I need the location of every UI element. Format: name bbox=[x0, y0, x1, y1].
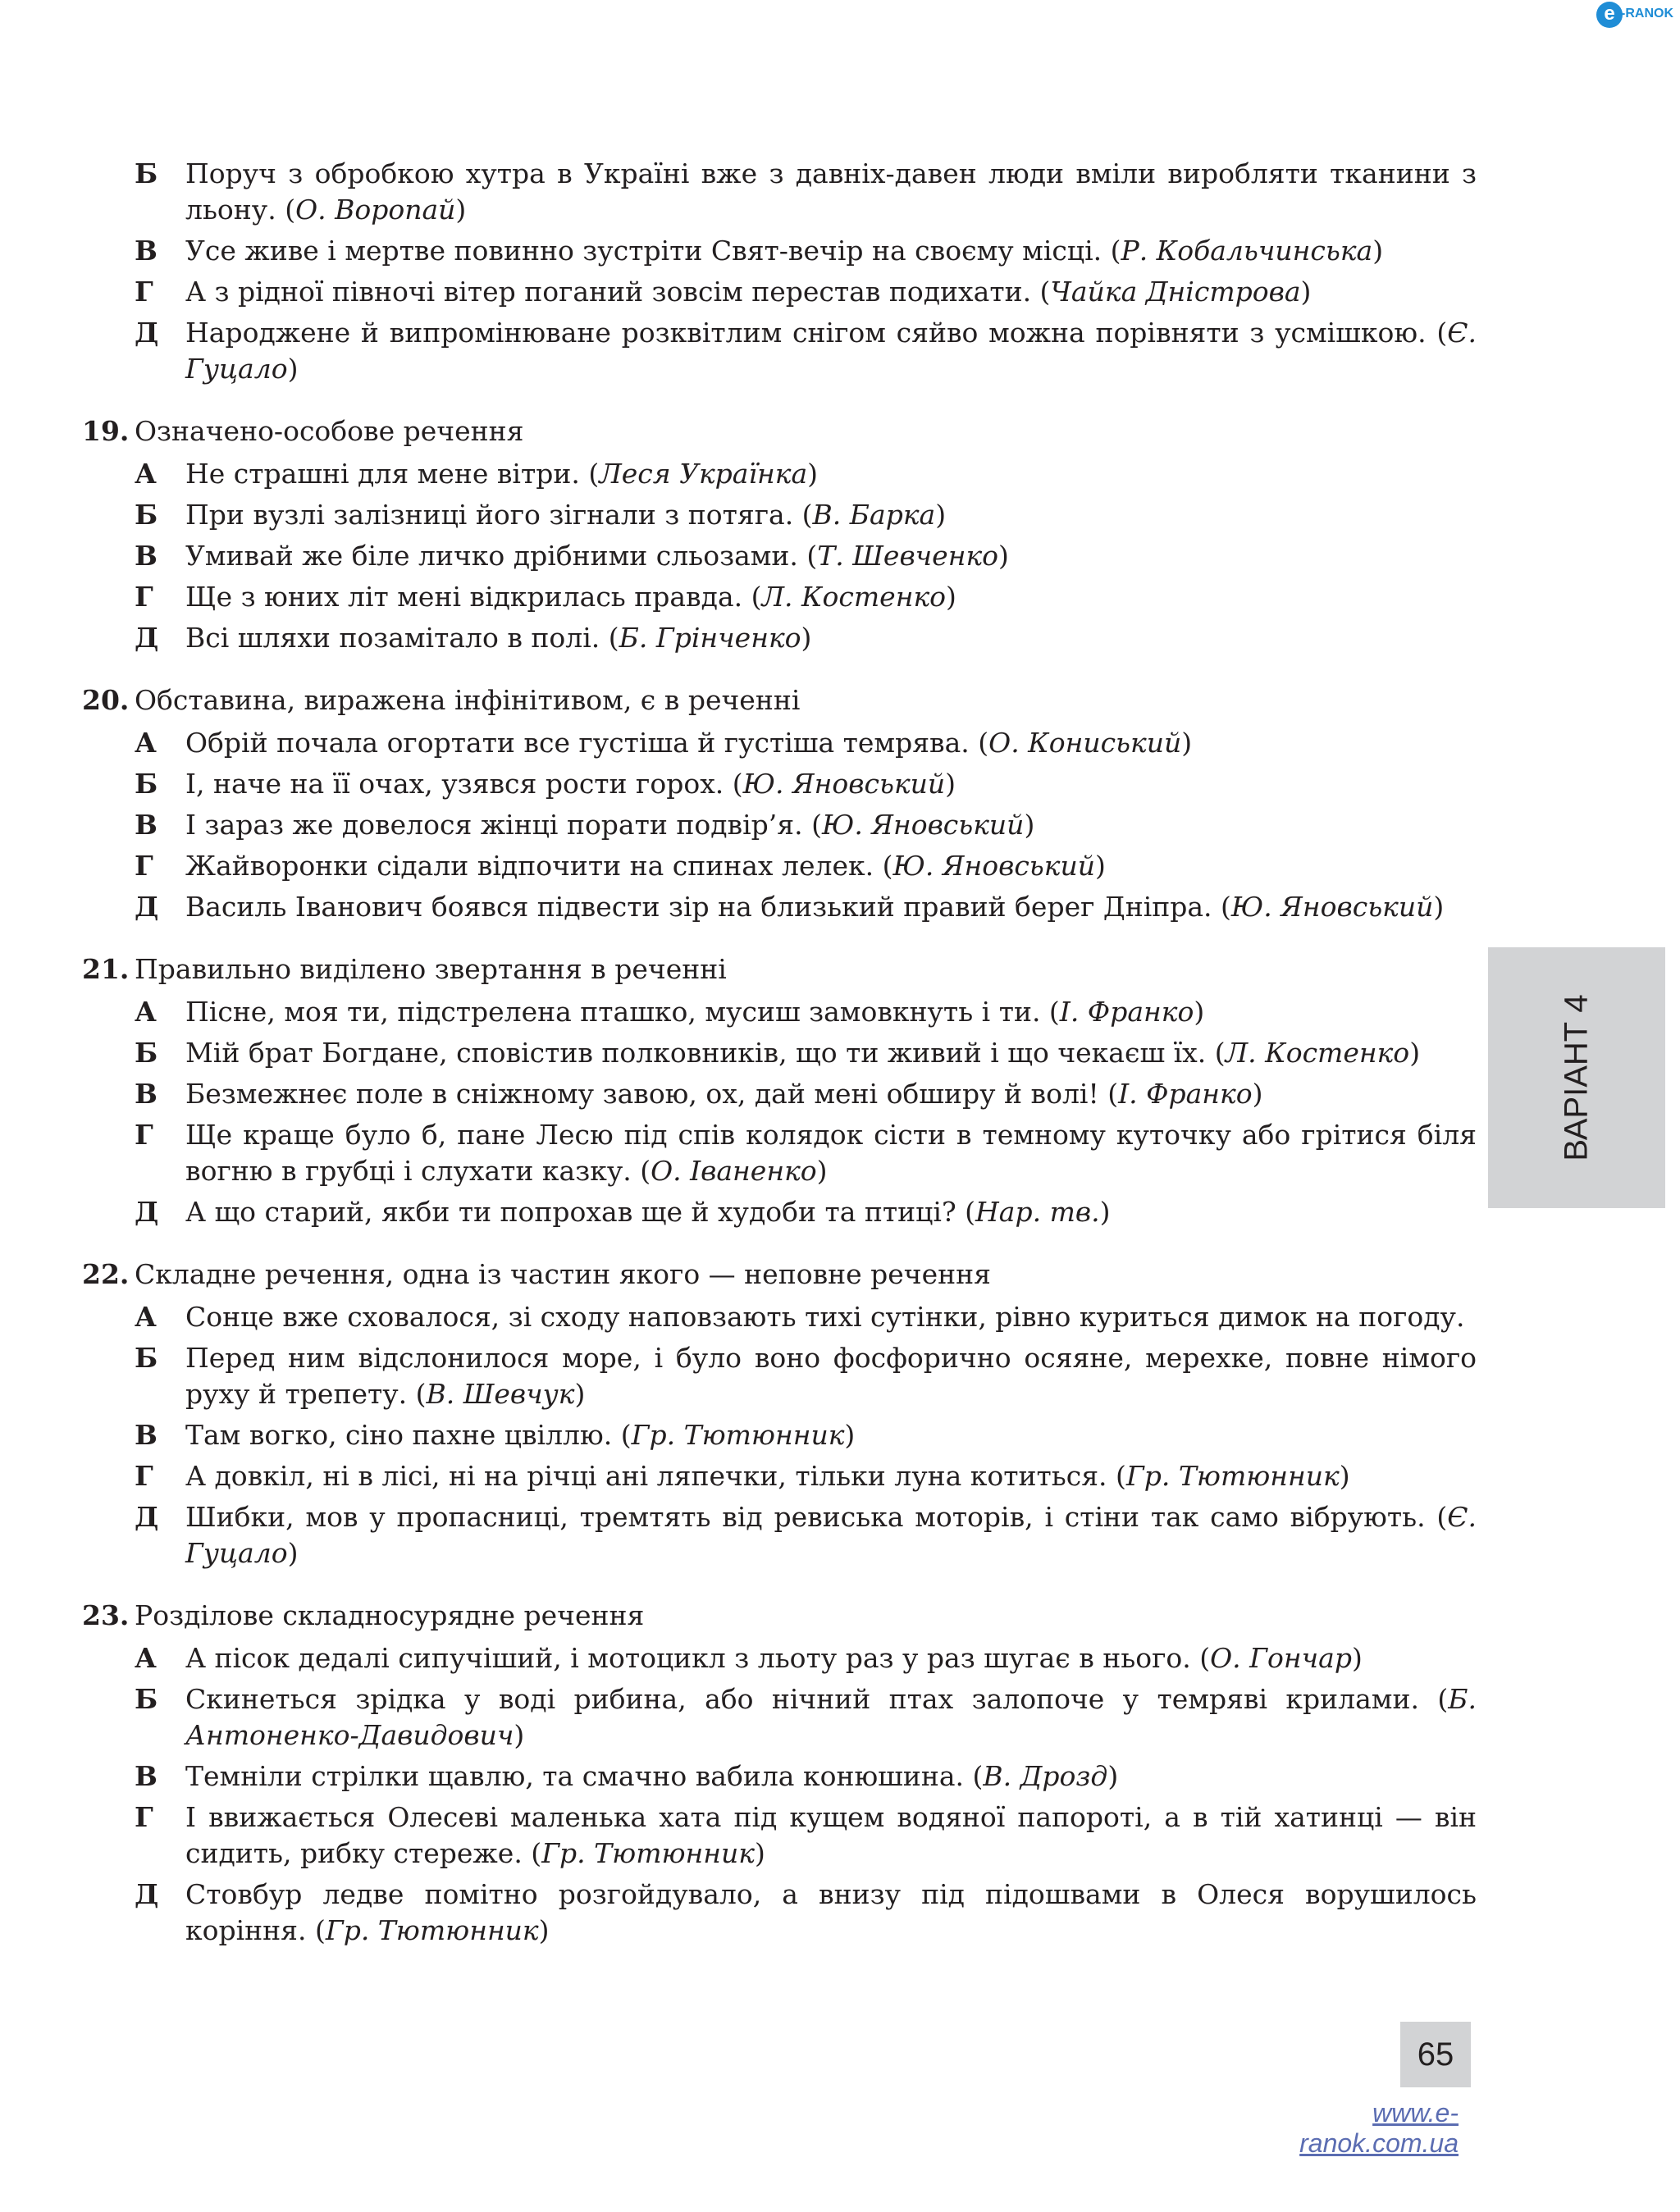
option-text bbox=[185, 1640, 1477, 1676]
option-letter: Д bbox=[135, 891, 159, 923]
option-closing: ) bbox=[287, 353, 299, 385]
answer-option bbox=[82, 1877, 1477, 1949]
option-text bbox=[185, 233, 1477, 269]
option-author: Леся Українка bbox=[599, 458, 808, 490]
option-closing: ) bbox=[754, 1837, 765, 1869]
answer-option bbox=[82, 315, 1477, 387]
option-text bbox=[185, 620, 1477, 656]
option-author: О. Гончар bbox=[1210, 1642, 1352, 1674]
option-text bbox=[185, 579, 1477, 615]
option-letter: Б bbox=[135, 1037, 158, 1069]
option-sentence: Ще з юних літ мені відкрилась правда. ( bbox=[185, 581, 762, 613]
option-closing: ) bbox=[945, 768, 956, 800]
option-closing: ) bbox=[1181, 727, 1193, 759]
option-sentence: При вузлі залізниці його зігнали з потяга. ( bbox=[185, 499, 813, 531]
option-closing: ) bbox=[946, 581, 956, 613]
option-closing: ) bbox=[1409, 1037, 1421, 1069]
option-letter: Б bbox=[135, 499, 158, 531]
option-author: Л. Костенко bbox=[761, 581, 947, 613]
option-sentence: І ввижається Олесеві маленька хата під кущем водяної папороті, а в тій хатинці — він сидить, рибку стереже. ( bbox=[185, 1801, 1477, 1869]
answer-option bbox=[82, 233, 1477, 269]
option-author: О. Воропай bbox=[295, 194, 456, 226]
option-sentence: Стовбур ледве помітно розгойдувало, а внизу під підошвами в Олеся ворушилось коріння. ( bbox=[185, 1878, 1477, 1946]
option-letter: А bbox=[135, 996, 157, 1028]
option-closing: ) bbox=[998, 540, 1009, 572]
option-letter: В bbox=[135, 1760, 158, 1792]
publisher-logo bbox=[1596, 2, 1677, 30]
carryover-options bbox=[82, 156, 1477, 387]
option-text bbox=[185, 1877, 1477, 1949]
option-sentence: І зараз же довелося жінці порати подвір’я. ( bbox=[185, 809, 822, 841]
option-text bbox=[185, 807, 1477, 843]
option-text bbox=[185, 1299, 1477, 1335]
answer-option bbox=[82, 994, 1477, 1030]
answer-option bbox=[82, 1499, 1477, 1571]
question-block bbox=[82, 413, 1477, 656]
option-closing: ) bbox=[514, 1719, 525, 1751]
option-text bbox=[185, 1499, 1477, 1571]
option-author: Гр. Тютюнник bbox=[541, 1837, 755, 1869]
option-closing: ) bbox=[455, 194, 467, 226]
option-text bbox=[185, 497, 1477, 533]
option-letter: В bbox=[135, 1078, 158, 1110]
option-sentence: Мій брат Богдане, сповістив полковників, що ти живий і що чекаєш їх. ( bbox=[185, 1037, 1226, 1069]
option-author: Ю. Яновський bbox=[742, 768, 946, 800]
answer-option bbox=[82, 1076, 1477, 1112]
option-author: В. Шевчук bbox=[426, 1378, 575, 1410]
answer-option bbox=[82, 1640, 1477, 1676]
option-closing: ) bbox=[538, 1914, 550, 1946]
answer-option bbox=[82, 156, 1477, 228]
option-letter: Д bbox=[135, 622, 159, 654]
option-letter: Д bbox=[135, 1196, 159, 1228]
question-block bbox=[82, 951, 1477, 1230]
option-text bbox=[185, 1417, 1477, 1453]
question-number: 20. bbox=[82, 684, 130, 716]
option-closing: ) bbox=[1252, 1078, 1263, 1110]
option-author: Р. Кобальчинська bbox=[1121, 235, 1373, 267]
option-sentence: А що старий, якби ти попрохав ще й худоби та птиці? ( bbox=[185, 1196, 976, 1228]
option-author: Гр. Тютюнник bbox=[1125, 1460, 1340, 1492]
option-text bbox=[185, 456, 1477, 492]
option-author: Нар. тв. bbox=[975, 1196, 1100, 1228]
option-text bbox=[185, 315, 1477, 387]
option-letter: Д bbox=[135, 317, 159, 349]
answer-option bbox=[82, 1117, 1477, 1189]
option-closing: ) bbox=[1339, 1460, 1350, 1492]
option-closing: ) bbox=[816, 1155, 828, 1187]
option-text bbox=[185, 725, 1477, 761]
option-sentence: Обрій почала огортати все густіша й густіша темрява. ( bbox=[185, 727, 989, 759]
option-text bbox=[185, 538, 1477, 574]
option-letter: Г bbox=[135, 276, 153, 308]
option-closing: ) bbox=[807, 458, 819, 490]
option-sentence: А довкіл, ні в лісі, ні на річці ані ляпечки, тільки луна котиться. ( bbox=[185, 1460, 1126, 1492]
option-author: Гр. Тютюнник bbox=[631, 1419, 845, 1451]
option-author: Є. Гуцало bbox=[185, 1501, 1477, 1569]
answer-option bbox=[82, 1681, 1477, 1754]
answer-option bbox=[82, 807, 1477, 843]
option-letter: А bbox=[135, 1301, 157, 1333]
option-letter: Б bbox=[135, 1683, 158, 1715]
answer-option bbox=[82, 1340, 1477, 1412]
answer-option bbox=[82, 620, 1477, 656]
answer-option bbox=[82, 889, 1477, 925]
answer-option bbox=[82, 456, 1477, 492]
option-author: Ю. Яновський bbox=[821, 809, 1025, 841]
option-closing: ) bbox=[1300, 276, 1312, 308]
option-letter: А bbox=[135, 727, 157, 759]
option-author: Ю. Яновський bbox=[892, 850, 1095, 882]
option-author: О. Кониський bbox=[988, 727, 1182, 759]
option-letter: В bbox=[135, 809, 158, 841]
question-number: 22. bbox=[82, 1258, 130, 1290]
option-letter: А bbox=[135, 458, 157, 490]
option-closing: ) bbox=[935, 499, 947, 531]
question-number: 23. bbox=[82, 1599, 130, 1631]
answer-option bbox=[82, 1458, 1477, 1494]
option-letter: Б bbox=[135, 157, 158, 189]
option-sentence: Всі шляхи позамітало в полі. ( bbox=[185, 622, 619, 654]
answer-option bbox=[82, 1417, 1477, 1453]
variant-label: ВАРІАНТ 4 bbox=[1558, 994, 1595, 1161]
option-sentence: Жайворонки сідали відпочити на спинах лелек. ( bbox=[185, 850, 893, 882]
option-text bbox=[185, 1117, 1477, 1189]
option-letter: В bbox=[135, 235, 158, 267]
answer-option bbox=[82, 848, 1477, 884]
option-closing: ) bbox=[287, 1537, 299, 1569]
question-list bbox=[82, 413, 1477, 1949]
answer-option bbox=[82, 725, 1477, 761]
option-closing: ) bbox=[1351, 1642, 1363, 1674]
option-text bbox=[185, 1076, 1477, 1112]
option-text bbox=[185, 1681, 1477, 1754]
option-sentence: Не страшні для мене вітри. ( bbox=[185, 458, 600, 490]
answer-option bbox=[82, 274, 1477, 310]
option-closing: ) bbox=[1095, 850, 1106, 882]
answer-option bbox=[82, 766, 1477, 802]
question-block bbox=[82, 682, 1477, 925]
option-text bbox=[185, 848, 1477, 884]
question-header bbox=[82, 682, 1477, 718]
answer-option bbox=[82, 497, 1477, 533]
option-letter: Г bbox=[135, 850, 153, 882]
question-title: Розділове складносурядне речення bbox=[135, 1599, 645, 1631]
option-author: Ю. Яновський bbox=[1230, 891, 1434, 923]
answer-option bbox=[82, 1799, 1477, 1872]
option-author: І. Франко bbox=[1059, 996, 1194, 1028]
logo-mark: e bbox=[1596, 2, 1623, 28]
option-text bbox=[185, 274, 1477, 310]
option-letter: Г bbox=[135, 1119, 153, 1151]
logo-text: -RANOK bbox=[1621, 7, 1673, 21]
answer-option bbox=[82, 1758, 1477, 1795]
option-text bbox=[185, 1758, 1477, 1795]
option-sentence: Сонце вже сховалося, зі сходу наповзають тихі сутінки, рівно куриться димок на погоду. bbox=[185, 1301, 1465, 1333]
option-sentence: Василь Іванович боявся підвести зір на близький правий берег Дніпра. ( bbox=[185, 891, 1231, 923]
option-sentence: Там вогко, сіно пахне цвіллю. ( bbox=[185, 1419, 632, 1451]
option-letter: Г bbox=[135, 1460, 153, 1492]
option-letter: Д bbox=[135, 1878, 159, 1910]
option-author: Є. Гуцало bbox=[185, 317, 1477, 385]
option-closing: ) bbox=[1194, 996, 1205, 1028]
website-link[interactable]: www.e-ranok.com.ua bbox=[1299, 2098, 1459, 2158]
option-letter: Б bbox=[135, 1342, 158, 1374]
option-closing: ) bbox=[1372, 235, 1384, 267]
option-closing: ) bbox=[1433, 891, 1445, 923]
option-text bbox=[185, 1340, 1477, 1412]
question-title: Правильно виділено звертання в реченні bbox=[135, 953, 727, 985]
question-title: Складне речення, одна із частин якого — неповне речення bbox=[135, 1258, 991, 1290]
answer-option bbox=[82, 1194, 1477, 1230]
option-author: Т. Шевченко bbox=[817, 540, 999, 572]
option-sentence: А пісок дедалі сипучіший, і мотоцикл з льоту раз у раз шугає в нього. ( bbox=[185, 1642, 1211, 1674]
option-author: Гр. Тютюнник bbox=[325, 1914, 539, 1946]
answer-option bbox=[82, 1035, 1477, 1071]
question-title: Обставина, виражена інфінітивом, є в реченні bbox=[135, 684, 801, 716]
question-header bbox=[82, 951, 1477, 987]
option-text bbox=[185, 1035, 1477, 1071]
option-sentence: Народжене й випромінюване розквітлим снігом сяйво можна порівняти з усмішкою. ( bbox=[185, 317, 1448, 349]
option-author: Б. Грінченко bbox=[619, 622, 801, 654]
option-text bbox=[185, 889, 1477, 925]
option-sentence: Безмежнеє поле в сніжному завою, ох, дай мені обширу й волі! ( bbox=[185, 1078, 1119, 1110]
option-letter: А bbox=[135, 1642, 157, 1674]
answer-option bbox=[82, 579, 1477, 615]
option-sentence: Поруч з обробкою хутра в Україні вже з давніх-давен люди вміли виробляти тканини з льону. ( bbox=[185, 157, 1477, 226]
question-header bbox=[82, 413, 1477, 449]
variant-tab bbox=[1488, 947, 1665, 1208]
option-closing: ) bbox=[801, 622, 812, 654]
option-letter: Д bbox=[135, 1501, 159, 1533]
answer-option bbox=[82, 1299, 1477, 1335]
option-text bbox=[185, 994, 1477, 1030]
option-author: Чайка Дністрова bbox=[1050, 276, 1301, 308]
question-title: Означено-особове речення bbox=[135, 415, 524, 447]
option-sentence: Ще краще було б, пане Лесю під спів колядок сісти в темному куточку або грітися біля вогню в грубці і слухати казку. ( bbox=[185, 1119, 1477, 1187]
question-block bbox=[82, 1257, 1477, 1571]
question-header bbox=[82, 1257, 1477, 1293]
option-letter: Б bbox=[135, 768, 158, 800]
option-closing: ) bbox=[574, 1378, 586, 1410]
option-text bbox=[185, 1799, 1477, 1872]
option-author: О. Іваненко bbox=[651, 1155, 817, 1187]
option-closing: ) bbox=[1099, 1196, 1111, 1228]
question-number: 19. bbox=[82, 415, 130, 447]
question-block bbox=[82, 1598, 1477, 1949]
option-text bbox=[185, 766, 1477, 802]
option-closing: ) bbox=[1024, 809, 1035, 841]
option-letter: Г bbox=[135, 581, 153, 613]
option-text bbox=[185, 1194, 1477, 1230]
page-number: 65 bbox=[1400, 2022, 1471, 2087]
option-sentence: Пісне, моя ти, підстрелена пташко, мусиш замовкнуть і ти. ( bbox=[185, 996, 1060, 1028]
option-author: В. Барка bbox=[812, 499, 936, 531]
option-author: В. Дрозд bbox=[983, 1760, 1108, 1792]
option-letter: В bbox=[135, 540, 158, 572]
option-letter: Г bbox=[135, 1801, 153, 1833]
option-sentence: Темніли стрілки щавлю, та смачно вабила конюшина. ( bbox=[185, 1760, 984, 1792]
question-header bbox=[82, 1598, 1477, 1634]
option-sentence: Шибки, мов у пропасниці, тремтять від ревиська моторів, і стіни так само вібрують. ( bbox=[185, 1501, 1448, 1533]
option-author: Л. Костенко bbox=[1225, 1037, 1410, 1069]
option-sentence: Усе живе і мертве повинно зустріти Свят-вечір на своєму місці. ( bbox=[185, 235, 1121, 267]
option-author: Б. Антоненко-Давидович bbox=[185, 1683, 1477, 1751]
option-text bbox=[185, 156, 1477, 228]
option-sentence: І, наче на її очах, узявся рости горох. ( bbox=[185, 768, 743, 800]
option-closing: ) bbox=[844, 1419, 856, 1451]
answer-option bbox=[82, 538, 1477, 574]
option-sentence: А з рідної півночі вітер поганий зовсім перестав подихати. ( bbox=[185, 276, 1051, 308]
option-sentence: Умивай же біле личко дрібними сльозами. ( bbox=[185, 540, 818, 572]
option-sentence: Скинеться зрідка у воді рибина, або нічний птах залопоче у темряві крилами. ( bbox=[185, 1683, 1449, 1715]
question-number: 21. bbox=[82, 953, 130, 985]
option-letter: В bbox=[135, 1419, 158, 1451]
option-sentence: Перед ним відслонилося море, і було воно фосфорично осяяне, мерехке, повне німого руху й трепету. ( bbox=[185, 1342, 1477, 1410]
option-author: І. Франко bbox=[1118, 1078, 1253, 1110]
test-content bbox=[82, 156, 1477, 1954]
option-closing: ) bbox=[1107, 1760, 1119, 1792]
option-text bbox=[185, 1458, 1477, 1494]
